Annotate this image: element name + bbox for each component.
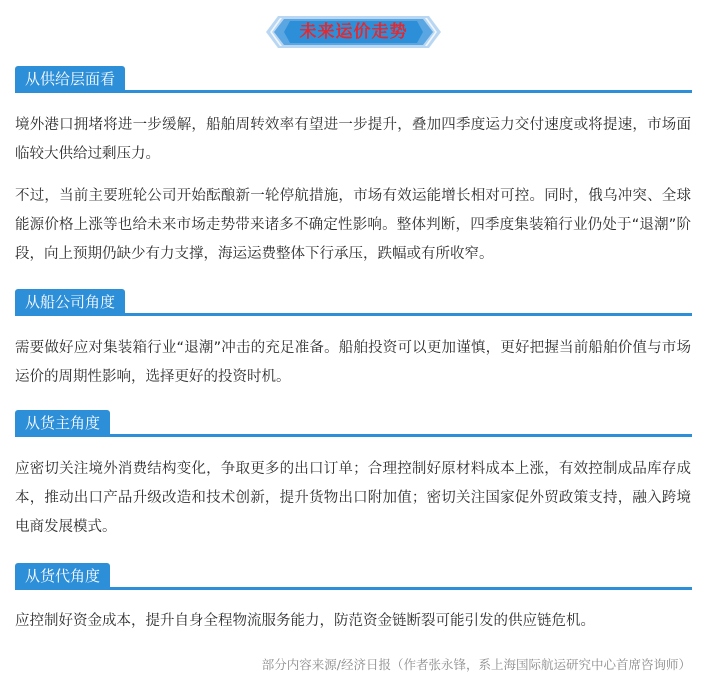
section-cargo-owner <box>15 410 692 438</box>
section-heading: 从供给层面看 <box>15 66 125 92</box>
section-header <box>15 410 692 438</box>
section-freight-forwarder <box>15 563 692 591</box>
paragraph: 应控制好资金成本，提升自身全程物流服务能力，防范资金链断裂可能引发的供应链危机。 <box>15 613 595 629</box>
section-header <box>15 66 692 94</box>
section-divider <box>15 587 692 590</box>
title-banner <box>266 14 441 50</box>
section-heading: 从船公司角度 <box>15 289 125 315</box>
section-shipping-company <box>15 289 692 317</box>
paragraph: 境外港口拥堵将进一步缓解，船舶周转效率有望进一步提升，叠加四季度运力交付速度或将提速，市场面临较大供给过剩压力。 <box>15 117 691 162</box>
paragraph: 需要做好应对集装箱行业“退潮”冲击的充足准备。船舶投资可以更加谨慎，更好把握当前船舶价值与市场运价的周期性影响，选择更好的投资时机。 <box>15 340 691 385</box>
section-supply <box>15 66 692 94</box>
section-heading: 从货主角度 <box>15 410 110 436</box>
section-heading: 从货代角度 <box>15 563 110 589</box>
paragraph: 应密切关注境外消费结构变化，争取更多的出口订单；合理控制好原材料成本上涨，有效控制成品库存成本，推动出口产品升级改造和技术创新，提升货物出口附加值；密切关注国家促外贸政策支持，融入跨境电商发展模式。 <box>15 461 691 535</box>
section-divider <box>15 434 692 437</box>
section-header <box>15 563 692 591</box>
paragraph: 不过，当前主要班轮公司开始酝酿新一轮停航措施，市场有效运能增长相对可控。同时，俄乌冲突、全球能源价格上涨等也给未来市场走势带来诸多不确定性影响。整体判断，四季度集装箱行业仍处于“退潮”阶段，向上预期仍缺少有力支撑，海运运费整体下行承压，跌幅或有所收窄。 <box>15 188 691 262</box>
source-footnote: 部分内容来源/经济日报（作者张永锋，系上海国际航运研究中心首席咨询师） <box>261 657 691 672</box>
page-title: 未来运价走势 <box>299 22 408 42</box>
section-header <box>15 289 692 317</box>
